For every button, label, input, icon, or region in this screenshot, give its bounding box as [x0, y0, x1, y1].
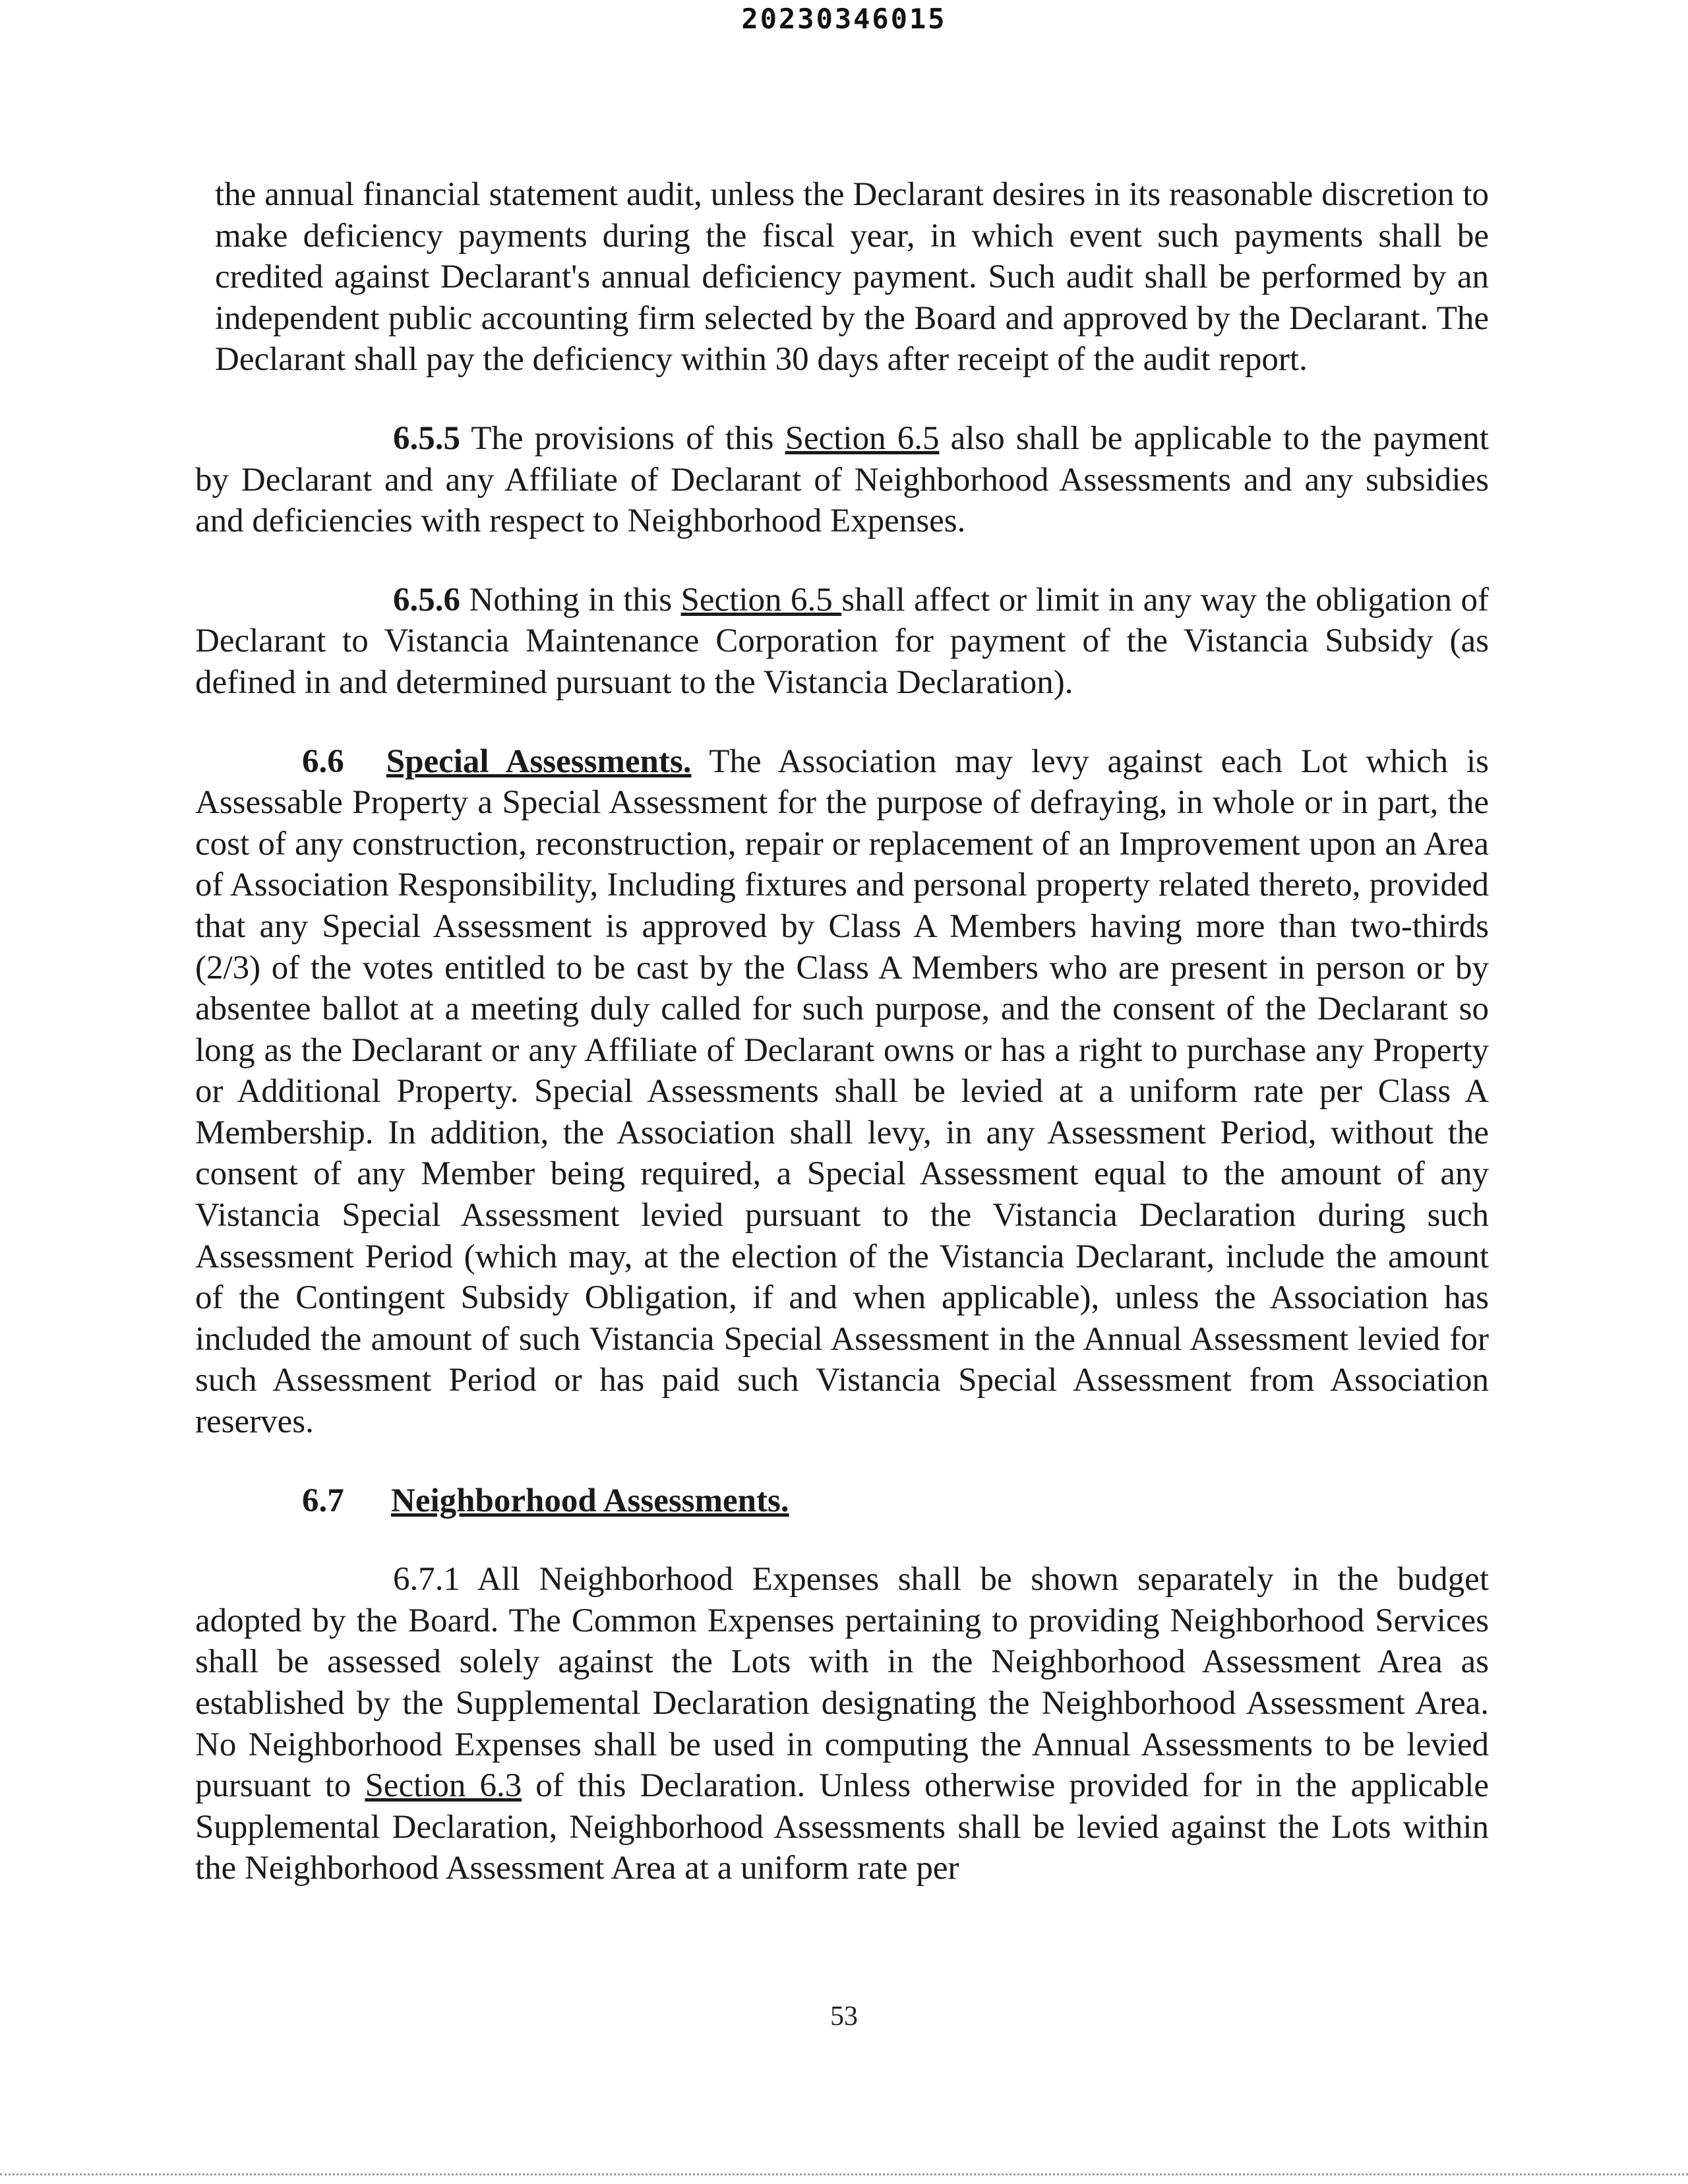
paragraph-audit-continuation: the annual financial statement audit, unless the Declarant desires in its reasonable discretion to make deficiency payments during the fiscal year, in which event such payments shall be credited against Declarant's annual deficiency payment. Such audit shall be performed by an independent public accounting firm selected by the Board and approved by the Declarant. The Declarant shall pay the deficiency within 30 days after receipt of the audit report.: [215, 176, 1489, 379]
section-reference-6-5: Section 6.5: [785, 419, 940, 457]
paragraph-6-7-1: [195, 1559, 1489, 1889]
section-reference-6-5-b: Section 6.5: [680, 581, 842, 619]
heading-special-assessments: Special Assessments.: [386, 743, 692, 780]
text-6-5-5-post: also shall be applicable to the payment by Declarant and any Affiliate of Declarant of Neighborhood Assessments and any subsidies and deficiencies with respect to Neighborhood Expenses.: [195, 419, 1489, 540]
text-6-6-body: The Association may levy against each Lot which is Assessable Property a Special Assessment for the purpose of defraying, in whole or in part, the cost of any construction, reconstruction, repair or replacement of an Improvement upon an Area of Association Responsibility, Including fixtures and personal property related thereto, provided that any Special Assessment is approved by Class A Members having more than two-thirds (2/3) of the votes entitled to be cast by the Class A Members who are present in person or by absentee ballot at a meeting duly called for such purpose, and the consent of the Declarant so long as the Declarant or any Affiliate of Declarant owns or has a right to purchase any Property or Additional Property. Special Assessments shall be levied at a uniform rate per Class A Membership. In addition, the Association shall levy, in any Assessment Period, without the consent of any Member being required, a Special Assessment equal to the amount of any Vistancia Special Assessment levied pursuant to the Vistancia Declaration during such Assessment Period (which may, at the election of the Vistancia Declarant, include the amount of the Contingent Subsidy Obligation, if and when applicable), unless the Association has included the amount of such Vistancia Special Assessment in the Annual Assessment levied for such Assessment Period or has paid such Vistancia Special Assessment from Association reserves.: [195, 743, 1489, 1441]
section-number-6-5-5: 6.5.5: [393, 419, 460, 457]
paragraph-6-5-5: [195, 418, 1489, 542]
text-6-5-6-pre: Nothing in this: [460, 581, 681, 619]
recording-number: 20230346015: [741, 3, 947, 35]
paragraph-6-5-6: [195, 580, 1489, 704]
scan-edge-divider: [0, 2173, 1688, 2175]
paragraph-6-6-special-assessments: [195, 741, 1489, 1443]
section-number-6-6: 6.6: [302, 743, 344, 780]
heading-neighborhood-assessments: Neighborhood Assessments.: [391, 1482, 789, 1519]
text-6-5-5-pre: The provisions of this: [460, 419, 785, 457]
text-6-7-1-pre: 6.7.1 All Neighborhood Expenses shall be shown separately in the budget adopted by the Board. The Common Expenses pertaining to providing Neighborhood Services shall be assessed solely against the Lots with in the Neighborhood Assessment Area as established by the Supplemental Declaration designating the Neighborhood Assessment Area. No Neighborhood Expenses shall be used in computing the Annual Assessments to be levied pursuant to: [195, 1561, 1489, 1805]
page-number: 53: [830, 2001, 858, 2032]
section-number-6-5-6: 6.5.6: [393, 581, 460, 619]
heading-6-7-neighborhood-assessments: [195, 1480, 1489, 1522]
section-number-6-7: 6.7: [302, 1482, 344, 1519]
document-body: [195, 174, 1489, 1889]
text-6-5-6-post: shall affect or limit in any way the obligation of Declarant to Vistancia Maintenance Corporation for payment of the Vistancia Subsidy (as defined in and determined pursuant to the Vistancia Declaration).: [195, 581, 1489, 701]
text-6-7-1-post: of this Declaration. Unless otherwise provided for in the applicable Supplemental Declaration, Neighborhood Assessments shall be levied against the Lots within the Neighborhood Assessment Area at a uniform rate per: [195, 1767, 1489, 1887]
section-reference-6-3: Section 6.3: [365, 1767, 522, 1805]
